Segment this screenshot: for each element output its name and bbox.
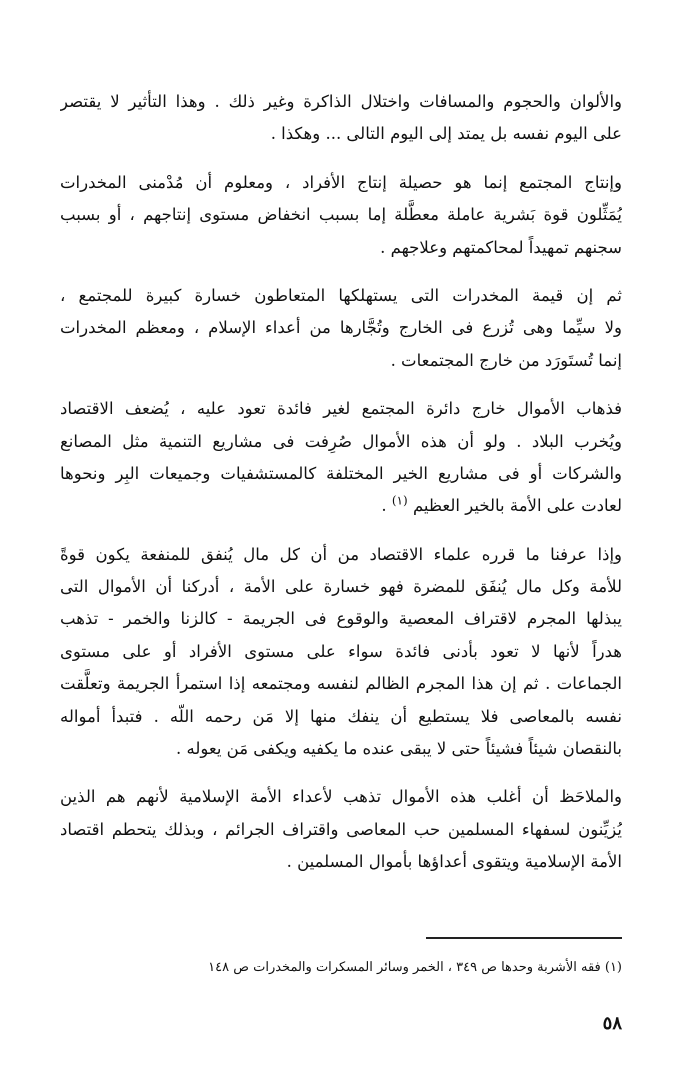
text-line — [60, 490, 622, 522]
text-line: إنما تُستَورَد من خارج المجتمعات . — [390, 350, 622, 370]
text-line: على اليوم نفسه بل يمتد إلى اليوم التالى ... وهكذا . — [270, 124, 622, 144]
page-number: ٥٨ — [602, 1013, 622, 1034]
text-line: يُزيِّنون لسفهاء المسلمين حب المعاصى واقتراف الجرائم ، وبذلك يتحطم اقتصاد — [60, 819, 622, 839]
text-line: والشركات أو فى مشاريع الخير المختلفة كالمستشفيات وجميعات البِر ونحوها — [60, 463, 622, 483]
text-line: ثم إن قيمة المخدرات التى يستهلكها المتعاطون خسارة كبيرة للمجتمع ، — [60, 285, 622, 305]
text-line: والألوان والحجوم والمسافات واختلال الذاكرة وغير ذلك . وهذا التأثير لا يقتصر — [60, 92, 622, 111]
text-line: يبذلها المجرم لاقتراف المعصية والوقوع فى الجريمة - كالزنا والخمر - تذهب — [60, 609, 622, 629]
body-text — [60, 86, 622, 895]
text-line: وإنتاج المجتمع إنما هو حصيلة إنتاج الأفراد ، ومعلوم أن مُدْمنى المخدرات — [60, 172, 622, 192]
text-line: نفسه بالمعاصى فلا يستطيع أن ينفك منها إلا مَن رحمه اللّه . فتبدأ أمواله — [60, 706, 622, 726]
text-line: ولا سيِّما وهى تُزرع فى الخارج وتُجَّارها من أعداء الإسلام ، ومعظم المخدرات — [60, 318, 622, 338]
paragraph — [60, 86, 622, 151]
paragraph — [60, 280, 622, 377]
text-line: وإذا عرفنا ما قرره علماء الاقتصاد من أن كل مال يُنفق للمنفعة يكون قوةً — [60, 544, 622, 564]
text-line: بالنقصان شيئاً فشيئاً حتى لا يبقى عنده ما يكفيه ويكفى مَن يعوله . — [175, 739, 622, 759]
text-line: سجنهم تمهيداً لمحاكمتهم وعلاجهم . — [380, 237, 622, 257]
footnote-marker: (١) — [391, 493, 408, 508]
text-line: الأمة الإسلامية ويتقوى أعداؤها بأموال المسلمين . — [286, 852, 622, 872]
text-line: والملاحَظ أن أغلب هذه الأموال تذهب لأعداء الأمة الإسلامية لأنهم هم الذين — [60, 787, 622, 807]
text-line: هدراً لأنها لا تعود بأدنى فائدة سواء على مستوى الأفراد أو على مستوى — [60, 641, 622, 661]
text-line: الجماعات . ثم إن هذا المجرم الظالم لنفسه ومجتمعه إذا استمرأ الجريمة وتعلَّقت — [60, 674, 622, 694]
sentence-end: . — [381, 496, 392, 516]
text-line: ويُخرب البلاد . ولو أن هذه الأموال صُرِفت فى مشاريع التنمية مثل المصانع — [60, 431, 622, 451]
text-segment: لعادت على الأمة بالخير العظيم — [412, 496, 622, 516]
paragraph — [60, 539, 622, 766]
text-line: يُمَثِّلون قوة بَشرية عاملة معطَّلة إما بسبب انخفاض مستوى إنتاجهم ، أو بسبب — [60, 205, 622, 225]
footnote-divider — [426, 937, 622, 939]
paragraph — [60, 781, 622, 878]
text-line: فذهاب الأموال خارج دائرة المجتمع لغير فائدة تعود عليه ، يُضعف الاقتصاد — [60, 399, 622, 419]
paragraph — [60, 167, 622, 264]
footnote: (١) فقه الأشربة وحدها ص ٣٤٩ ، الخمر وسائر المسكرات والمخدرات ص ١٤٨ — [208, 960, 622, 975]
paragraph — [60, 393, 622, 523]
text-line: للأمة وكل مال يُنفَق للمضرة فهو خسارة على الأمة ، أدركنا أن الأموال التى — [60, 577, 622, 597]
